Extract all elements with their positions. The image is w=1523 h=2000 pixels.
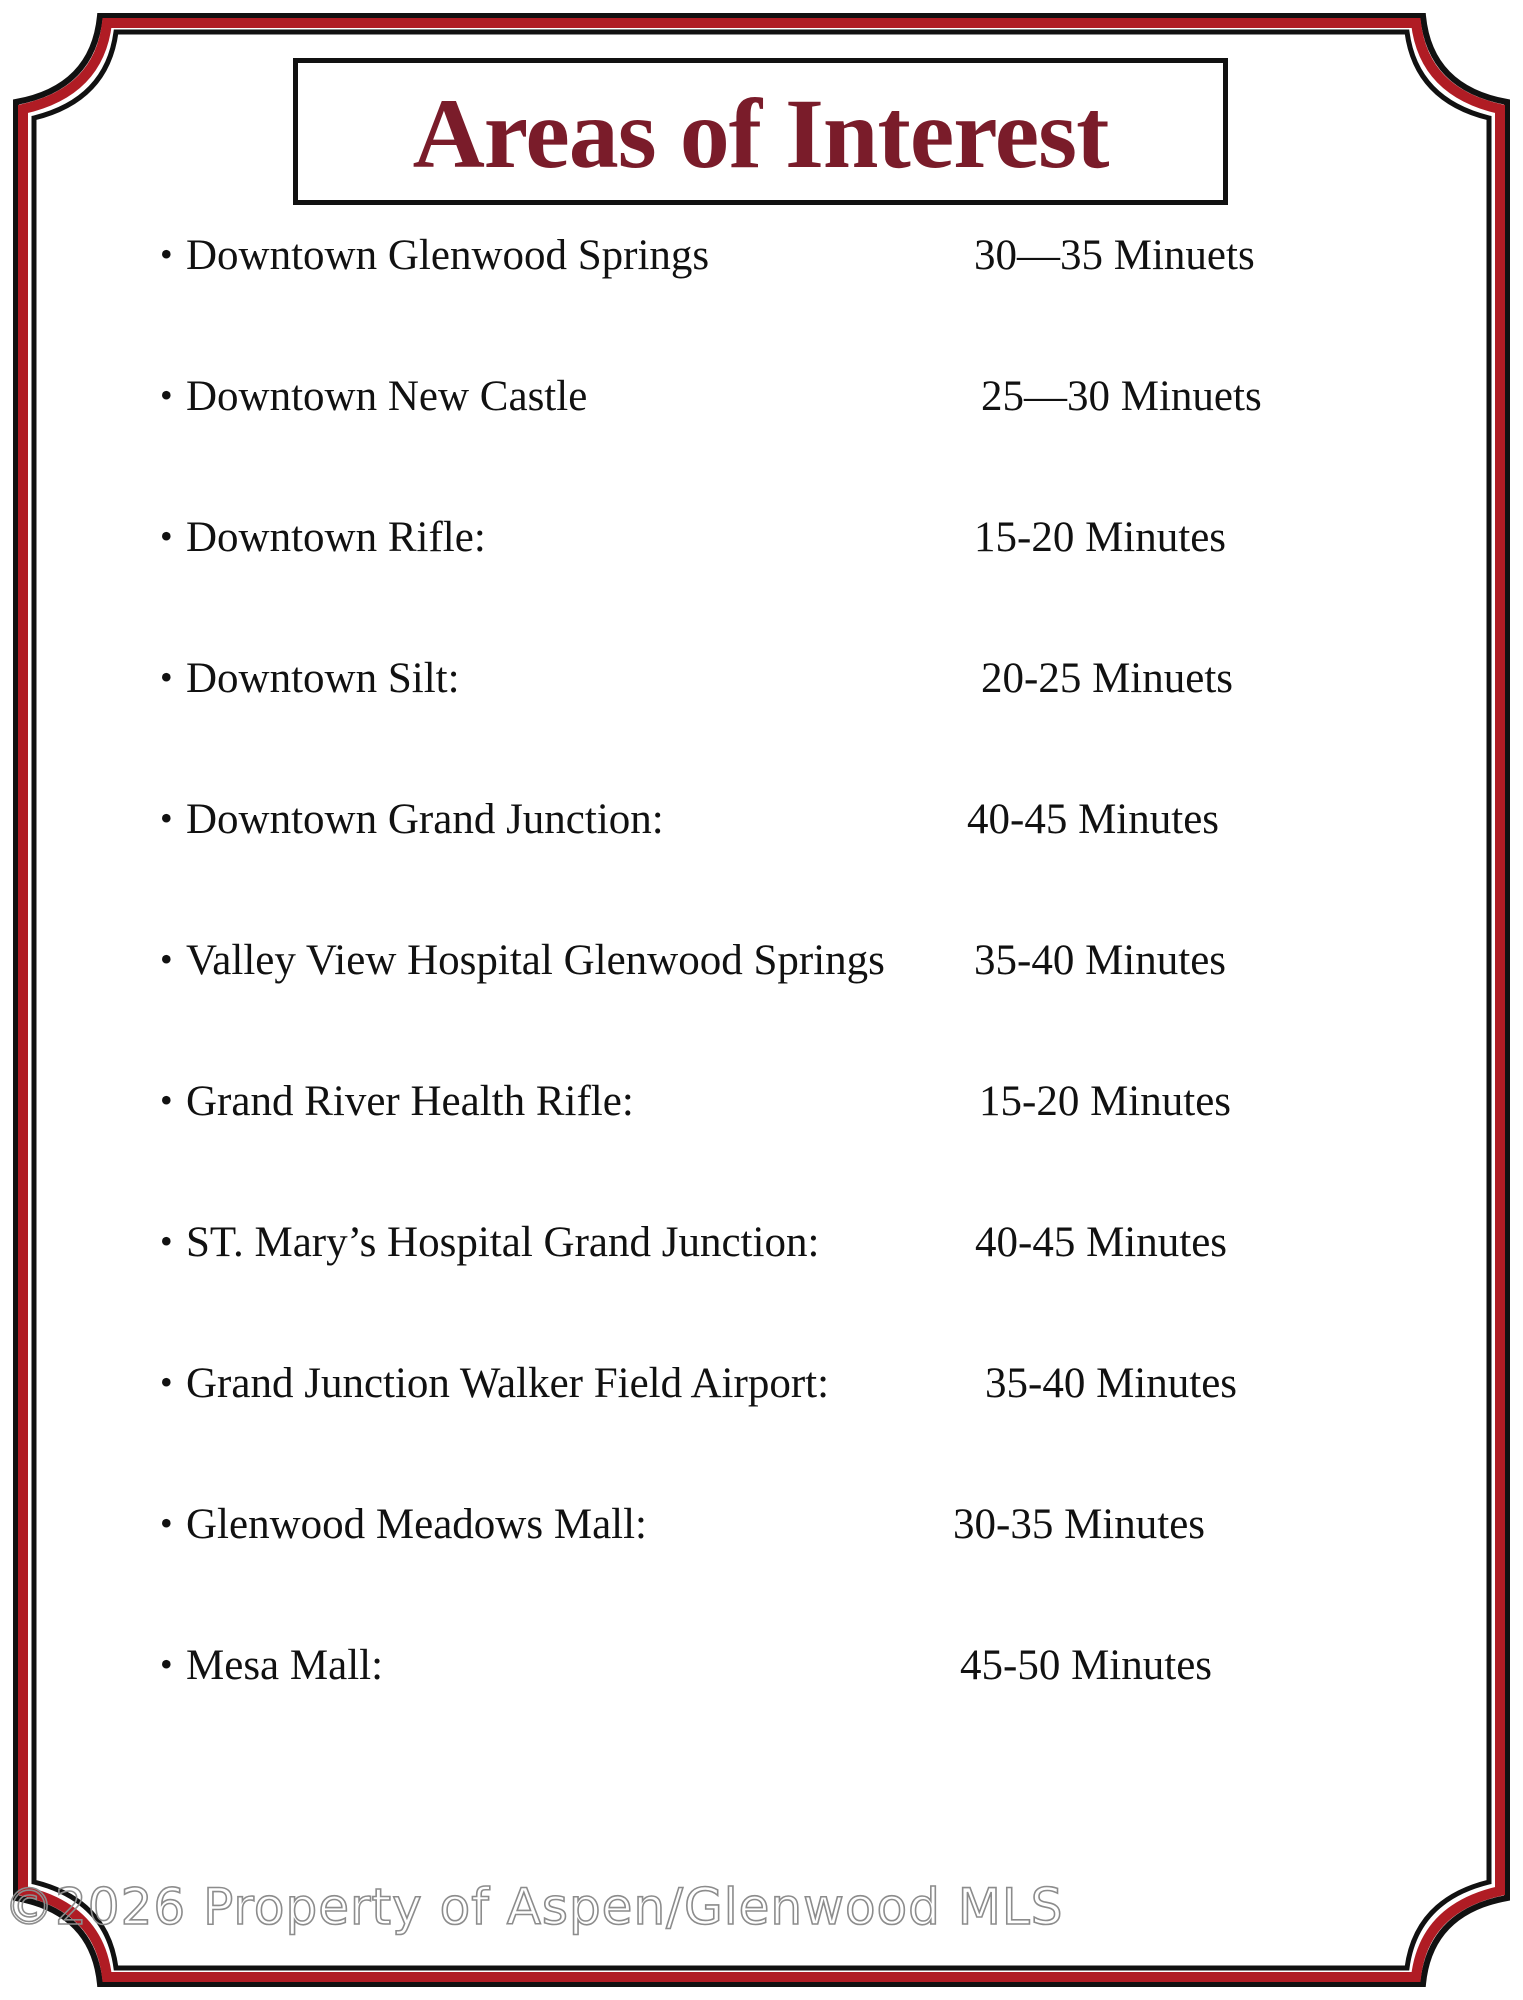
list-item bbox=[0, 234, 1523, 294]
travel-time: 25—30 Minuets bbox=[981, 373, 1262, 420]
bullet-icon: • bbox=[160, 516, 173, 556]
place-name: Downtown Grand Junction: bbox=[186, 796, 664, 843]
list-item bbox=[0, 939, 1523, 999]
bullet-icon: • bbox=[160, 375, 173, 415]
page-title: Areas of Interest bbox=[412, 77, 1109, 189]
bullet-icon: • bbox=[160, 1362, 173, 1402]
travel-time: 35-40 Minutes bbox=[985, 1360, 1238, 1407]
place-name: Glenwood Meadows Mall: bbox=[186, 1501, 647, 1548]
bullet-icon: • bbox=[160, 1644, 173, 1684]
list-item bbox=[0, 1362, 1523, 1422]
bullet-icon: • bbox=[160, 657, 173, 697]
travel-time: 20-25 Minuets bbox=[981, 655, 1234, 702]
bullet-icon: • bbox=[160, 1080, 173, 1120]
place-name: Grand River Health Rifle: bbox=[186, 1078, 634, 1125]
place-name: Valley View Hospital Glenwood Springs bbox=[186, 937, 885, 984]
watermark-text: ©2026 Property of Aspen/Glenwood MLS bbox=[4, 1878, 1064, 1936]
list-item bbox=[0, 657, 1523, 717]
place-name: Downtown Rifle: bbox=[186, 514, 486, 561]
travel-time: 15-20 Minutes bbox=[974, 514, 1227, 561]
travel-time: 35-40 Minutes bbox=[974, 937, 1227, 984]
travel-time: 30-35 Minutes bbox=[953, 1501, 1206, 1548]
place-name: Downtown Glenwood Springs bbox=[186, 232, 710, 279]
bullet-icon: • bbox=[160, 1503, 173, 1543]
bullet-icon: • bbox=[160, 234, 173, 274]
place-name: Downtown New Castle bbox=[186, 373, 588, 420]
list-item bbox=[0, 798, 1523, 858]
place-name: Mesa Mall: bbox=[186, 1642, 384, 1689]
travel-time: 15-20 Minutes bbox=[979, 1078, 1232, 1125]
list-item bbox=[0, 516, 1523, 576]
list-item bbox=[0, 1644, 1523, 1704]
list-item bbox=[0, 1503, 1523, 1563]
travel-time: 40-45 Minutes bbox=[967, 796, 1220, 843]
bullet-icon: • bbox=[160, 798, 173, 838]
place-name: Grand Junction Walker Field Airport: bbox=[186, 1360, 830, 1407]
travel-time: 30—35 Minuets bbox=[974, 232, 1255, 279]
list-item bbox=[0, 1080, 1523, 1140]
bullet-icon: • bbox=[160, 1221, 173, 1261]
place-name: ST. Mary’s Hospital Grand Junction: bbox=[186, 1219, 820, 1266]
bullet-icon: • bbox=[160, 939, 173, 979]
place-name: Downtown Silt: bbox=[186, 655, 460, 702]
list-item bbox=[0, 1221, 1523, 1281]
travel-time: 45-50 Minutes bbox=[960, 1642, 1213, 1689]
list-item bbox=[0, 375, 1523, 435]
travel-time: 40-45 Minutes bbox=[975, 1219, 1228, 1266]
